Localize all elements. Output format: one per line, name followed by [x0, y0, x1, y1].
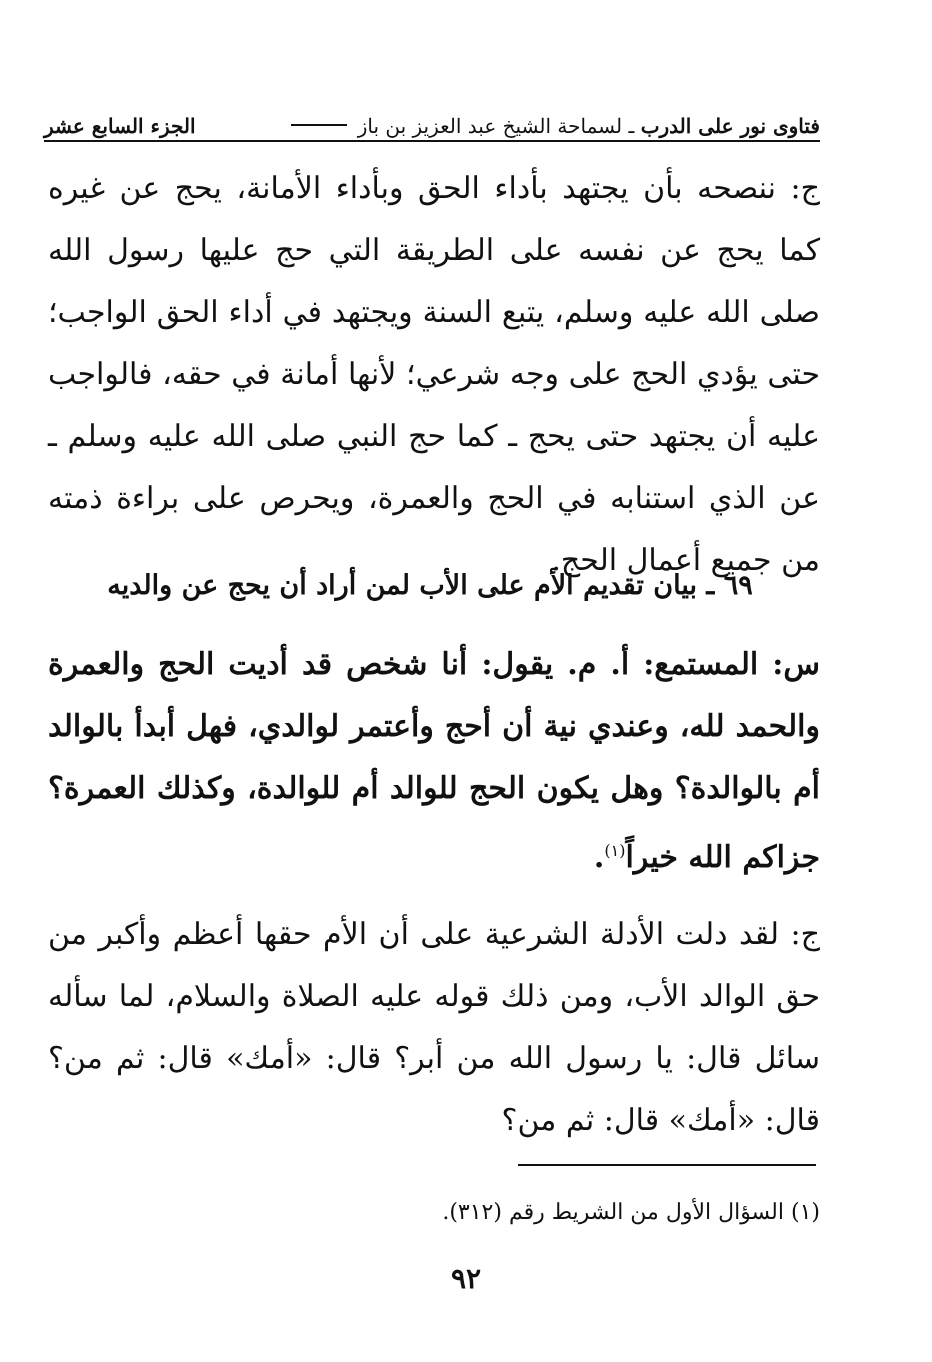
section-title: ٦٩ ـ بيان تقديم الأم على الأب لمن أراد أن يحج عن والديه — [107, 570, 753, 601]
answer-paragraph-2: ج: لقد دلت الأدلة الشرعية على أن الأم حقها أعظم وأكبر من حق الوالد الأب، ومن ذلك قوله عليه الصلاة والسلام، لما سأله سائل قال: يا رسول الله من أبر؟ قال: «أمك» قال: ثم من؟ قال: «أمك» قال: ثم من؟ — [48, 917, 820, 1138]
author-name: لسماحة الشيخ عبد العزيز بن باز — [357, 114, 623, 138]
footnote-marker: (١) — [604, 841, 626, 860]
book-title: فتاوى نور على الدرب — [640, 114, 820, 138]
running-header — [44, 104, 820, 138]
header-left-part — [287, 114, 820, 138]
answer-paragraph-1: ج: ننصحه بأن يجتهد بأداء الحق وبأداء الأمانة، يحج عن غيره كما يحج عن نفسه على الطريقة التي حج عليها رسول الله صلى الله عليه وسلم، يتبع السنة ويجتهد في أداء الحق الواجب؛ حتى يؤدي الحج على وجه شرعي؛ لأنها أمانة في حقه، فالواجب عليه أن يجتهد حتى يحج ـ كما حج النبي صلى الله عليه وسلم ـ عن الذي استنابه في الحج والعمرة، ويحرص على براءة ذمته من جميع أعمال الحج. — [48, 171, 820, 578]
question-text: س: المستمع: أ. م. يقول: أنا شخص قد أديت الحج والعمرة والحمد لله، وعندي نية أن أحج وأعتمر لوالدي، فهل أبدأ بالوالد أم بالوالدة؟ وهل يكون الحج للوالد أم للوالدة، وكذلك العمرة؟ جزاكم الله خيراً — [48, 647, 821, 875]
header-dash-rule — [291, 124, 347, 126]
question-paragraph — [48, 634, 820, 889]
question-end: . — [593, 840, 605, 875]
footnote-rule — [518, 1164, 816, 1166]
footnote: (١) السؤال الأول من الشريط رقم (٣١٢). — [442, 1200, 820, 1225]
volume-label: الجزء السابع عشر — [44, 114, 196, 138]
header-separator: ـ — [628, 114, 635, 138]
header-rule — [44, 140, 820, 142]
page-number: ٩٢ — [450, 1262, 482, 1295]
